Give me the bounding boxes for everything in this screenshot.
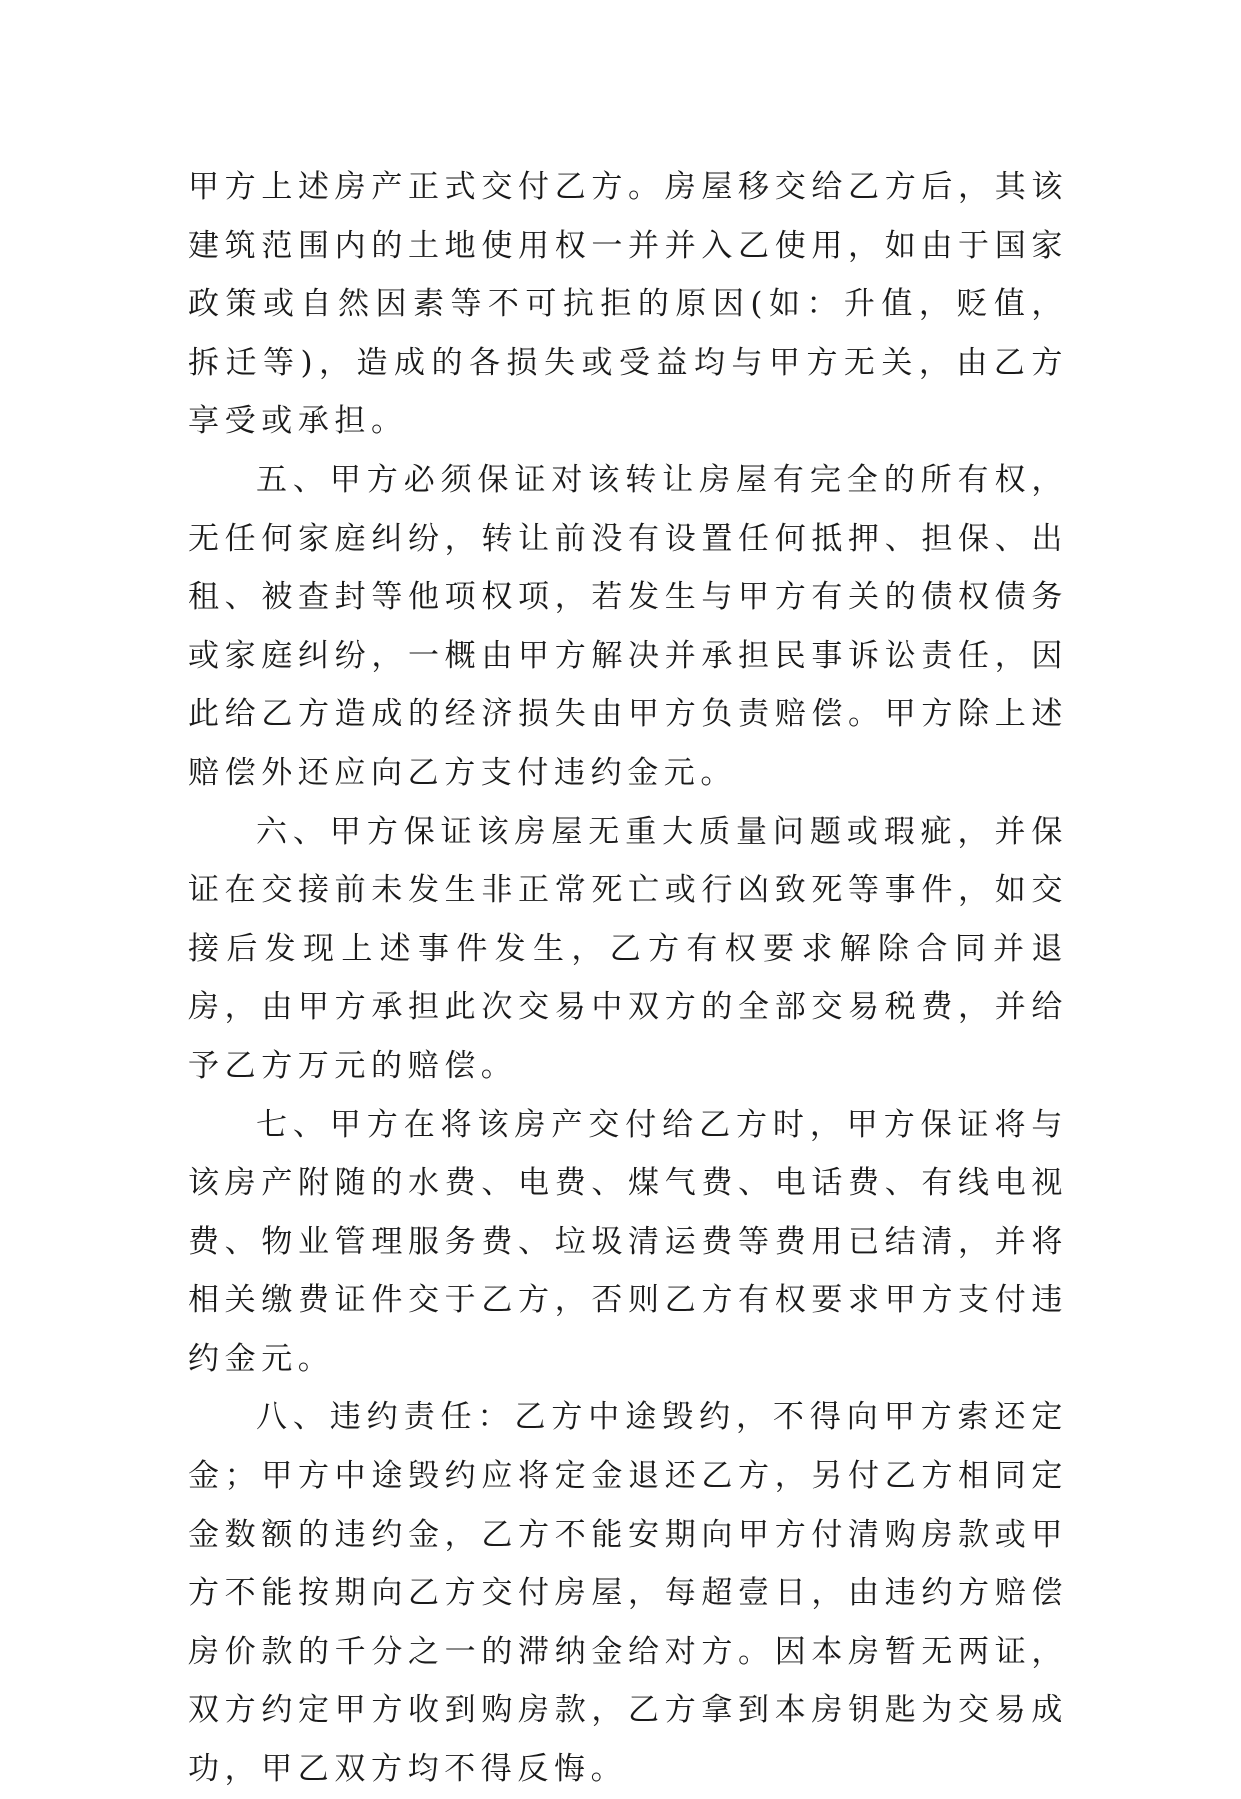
paragraph-continuation: 甲方上述房产正式交付乙方。房屋移交给乙方后，其该建筑范围内的土地使用权一并并入乙使用，如由于国家政策或自然因素等不可抗拒的原因(如：升值，贬值，拆迁等)，造成的各损失或受益均与甲方无关，由乙方享受或承担。 <box>188 169 1068 440</box>
paragraph-clause-5: 五、甲方必须保证对该转让房屋有完全的所有权，无任何家庭纠纷，转让前没有设置任何抵押、担保、出租、被查封等他项权项，若发生与甲方有关的债权债务或家庭纠纷，一概由甲方解决并承担民事诉讼责任，因此给乙方造成的经济损失由甲方负责赔偿。甲方除上述赔偿外还应向乙方支付违约金元。 <box>188 461 1068 791</box>
contract-body <box>188 158 1068 1799</box>
paragraph-clause-6: 六、甲方保证该房屋无重大质量问题或瑕疵，并保证在交接前未发生非正常死亡或行凶致死等事件，如交接后发现上述事件发生，乙方有权要求解除合同并退房，由甲方承担此次交易中双方的全部交易税费，并给予乙方万元的赔偿。 <box>188 813 1068 1084</box>
paragraph-clause-7: 七、甲方在将该房产交付给乙方时，甲方保证将与该房产附随的水费、电费、煤气费、电话费、有线电视费、物业管理服务费、垃圾清运费等费用已结清，并将相关缴费证件交于乙方，否则乙方有权要求甲方支付违约金元。 <box>188 1106 1068 1377</box>
paragraph-clause-8: 八、违约责任：乙方中途毁约，不得向甲方索还定金；甲方中途毁约应将定金退还乙方，另付乙方相同定金数额的违约金，乙方不能安期向甲方付清购房款或甲方不能按期向乙方交付房屋，每超壹日，由违约方赔偿房价款的千分之一的滞纳金给对方。因本房暂无两证，双方约定甲方收到购房款，乙方拿到本房钥匙为交易成功，甲乙双方均不得反悔。 <box>188 1399 1068 1788</box>
